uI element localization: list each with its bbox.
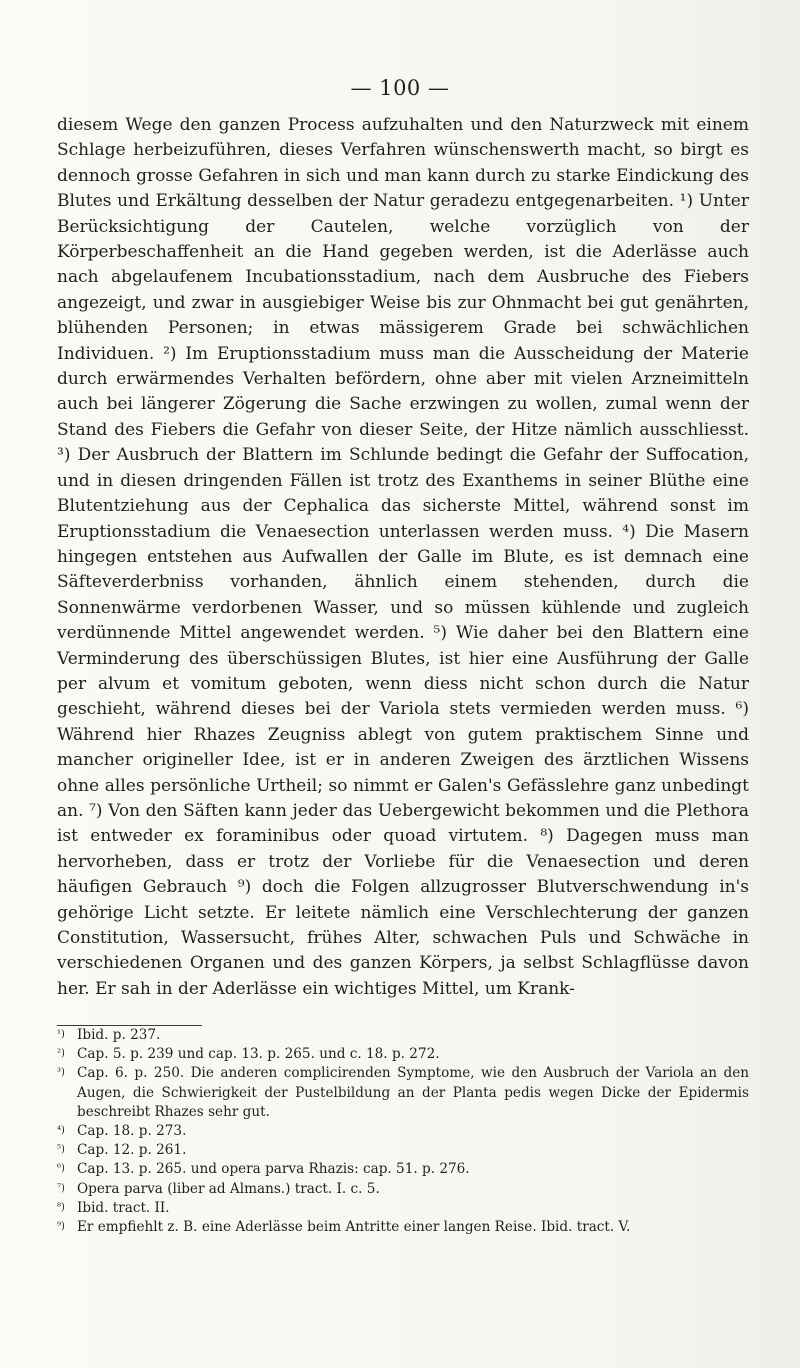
footnote-marker: ⁸) <box>57 1201 65 1213</box>
body-paragraph: diesem Wege den ganzen Process aufzuhalten und den Naturzweck mit einem Schlage herbeizuführen, dieses Verfahren wünschenswerth macht, so birgt es dennoch grosse Gefahren in sich und man kann durch zu starke Eindickung des Blutes und Erkältung desselben der Natur geradezu entgegenarbeiten. ¹) Unter Berücksichtigung der Cautelen, welche vorzüglich von der Körperbeschaffenheit an die Hand gegeben werden, ist die Aderlässe auch nach abgelaufenem Incubationsstadium, nach dem Ausbruche des Fiebers angezeigt, und zwar in ausgiebiger Weise bis zur Ohnmacht bei gut genährten, blühenden Personen; in etwas mässigerem Grade bei schwächlichen Individuen. ²) Im Eruptionsstadium muss man die Ausscheidung der Materie durch erwärmendes Verhalten befördern, ohne aber mit vielen Arzneimitteln auch bei längerer Zögerung die Sache erzwingen zu wollen, zumal wenn der Stand des Fiebers die Gefahr von dieser Seite, der Hitze nämlich ausschliesst. ³) Der Ausbruch der Blattern im Schlunde bedingt die Gefahr der Suffocation, und in diesen dringenden Fällen ist trotz des Exanthems in seiner Blüthe eine Blutentziehung aus der Cephalica das sicherste Mittel, während sonst im Eruptionsstadium die Venaesection unterlassen werden muss. ⁴) Die Masern hingegen entstehen aus Aufwallen der Galle im Blute, es ist demnach eine Säfteverderbniss vorhanden, ähnlich einem stehenden, durch die Sonnenwärme verdorbenen Wasser, und so müssen kühlende und zugleich verdünnende Mittel angewendet werden. ⁵) Wie daher bei den Blattern eine Verminderung des überschüssigen Blutes, ist hier eine Ausführung der Galle per alvum et vomitum geboten, wenn diess nicht schon durch die Natur geschieht, während dieses bei der Variola stets vermieden werden muss. ⁶) Während hier Rhazes Zeugniss ablegt von gutem praktischem Sinne und mancher origineller Idee, ist er in anderen Zweigen des ärztlichen Wissens ohne alles persönliche Urtheil; so nimmt er Galen's Gefässlehre ganz unbedingt an. ⁷) Von den Säften kann jeder das Uebergewicht bekommen und die Plethora ist entweder ex foraminibus oder quoad virtutem. ⁸) Dagegen muss man hervorheben, dass er trotz der Vorliebe für die Venaesection und deren häufigen Gebrauch ⁹) doch die Folgen allzugrosser Blutverschwendung in's gehörige Licht setzte. Er leitete nämlich eine Verschlechterung der ganzen Constitution, Wassersucht, frühes Alter, schwachen Puls und Schwäche in verschiedenen Organen und des ganzen Körpers, ja selbst Schlagflüsse davon her. Er sah in der Aderlässe ein wichtiges Mittel, um Krank- <box>57 115 749 999</box>
footnote-7 <box>57 1180 749 1199</box>
footnote-text: Ibid. tract. II. <box>77 1199 170 1216</box>
footnote-5 <box>57 1141 749 1160</box>
footnote-marker: ⁵) <box>57 1144 65 1156</box>
footnote-marker: ¹) <box>57 1029 65 1040</box>
footnote-text: Cap. 5. p. 239 und cap. 13. p. 265. und c. 18. p. 272. <box>77 1046 440 1063</box>
footnote-text: Cap. 6. p. 250. Die anderen complicirenden Symptome, wie den Ausbruch der Variola an den Augen, die Schwierigkeit der Pustelbildung an der Planta pedis wegen Dicke der Epidermis beschreibt Rhazes sehr gut. <box>77 1065 749 1120</box>
footnote-marker: ⁴) <box>57 1125 65 1137</box>
footnote-1 <box>57 1026 749 1045</box>
footnote-text: Er empfiehlt z. B. eine Aderlässe beim Antritte einer langen Reise. Ibid. tract. V. <box>77 1219 631 1236</box>
footnote-8 <box>57 1199 749 1218</box>
footnote-2 <box>57 1045 749 1064</box>
page-number: — 100 — <box>350 76 450 100</box>
footnote-6 <box>57 1160 749 1179</box>
footnote-marker: ⁷) <box>57 1182 65 1194</box>
main-text <box>57 113 749 1002</box>
footnote-marker: ³) <box>57 1067 65 1079</box>
footnote-marker: ⁹) <box>57 1221 65 1233</box>
footnote-marker: ⁶) <box>57 1163 65 1175</box>
footnote-text: Cap. 18. p. 273. <box>77 1123 187 1140</box>
footnote-9 <box>57 1218 749 1237</box>
footnotes <box>57 1026 749 1237</box>
footnote-text: Cap. 12. p. 261. <box>77 1142 187 1159</box>
footnote-text: Ibid. p. 237. <box>77 1027 161 1043</box>
footnote-4 <box>57 1122 749 1141</box>
footnote-text: Cap. 13. p. 265. und opera parva Rhazis: cap. 51. p. 276. <box>77 1161 470 1178</box>
footnote-text: Opera parva (liber ad Almans.) tract. I. c. 5. <box>77 1180 380 1197</box>
footnote-marker: ²) <box>57 1048 65 1060</box>
footnote-3 <box>57 1064 749 1122</box>
